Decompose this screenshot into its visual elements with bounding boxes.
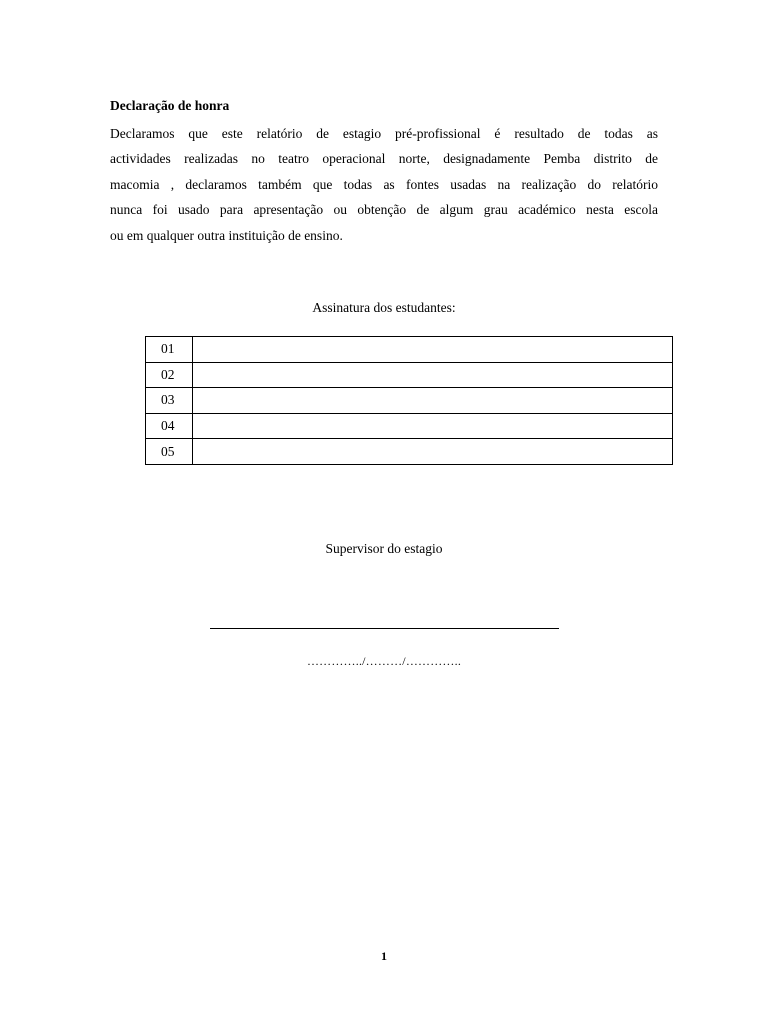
row-number: 02 [146, 362, 193, 388]
paragraph-line: Declaramos que este relatório de estagio pré-profissional é resultado de todas as [110, 126, 658, 141]
page-number: 1 [381, 949, 387, 963]
supervisor-signature-line [210, 628, 559, 629]
document-heading: Declaração de honra [110, 98, 230, 113]
table-row [146, 337, 673, 363]
signature-cell [193, 413, 673, 439]
date-placeholder: …………../………/………….. [306, 654, 462, 668]
table-row [146, 362, 673, 388]
row-number: 05 [146, 439, 193, 465]
paragraph-line: nunca foi usado para apresentação ou obtenção de algum grau académico nesta escola [110, 202, 658, 218]
table-row [146, 439, 673, 465]
table-row [146, 413, 673, 439]
signature-cell [193, 439, 673, 465]
row-number: 04 [146, 413, 193, 439]
table-row [146, 388, 673, 414]
row-number: 03 [146, 388, 193, 414]
paragraph-line: actividades realizadas no teatro operacional norte, designadamente Pemba distrito de [110, 151, 658, 167]
paragraph-line: macomia , declaramos também que todas as fontes usadas na realização do relatório [110, 176, 658, 192]
paragraph-line: ou em qualquer outra instituição de ensino. [110, 227, 343, 243]
signature-cell [193, 362, 673, 388]
declaration-paragraph [110, 121, 658, 248]
signature-cell [193, 388, 673, 414]
supervisor-caption: Supervisor do estagio [325, 541, 443, 556]
signature-table [145, 336, 673, 465]
signature-caption: Assinatura dos estudantes: [312, 300, 456, 315]
row-number: 01 [146, 337, 193, 363]
signature-cell [193, 337, 673, 363]
